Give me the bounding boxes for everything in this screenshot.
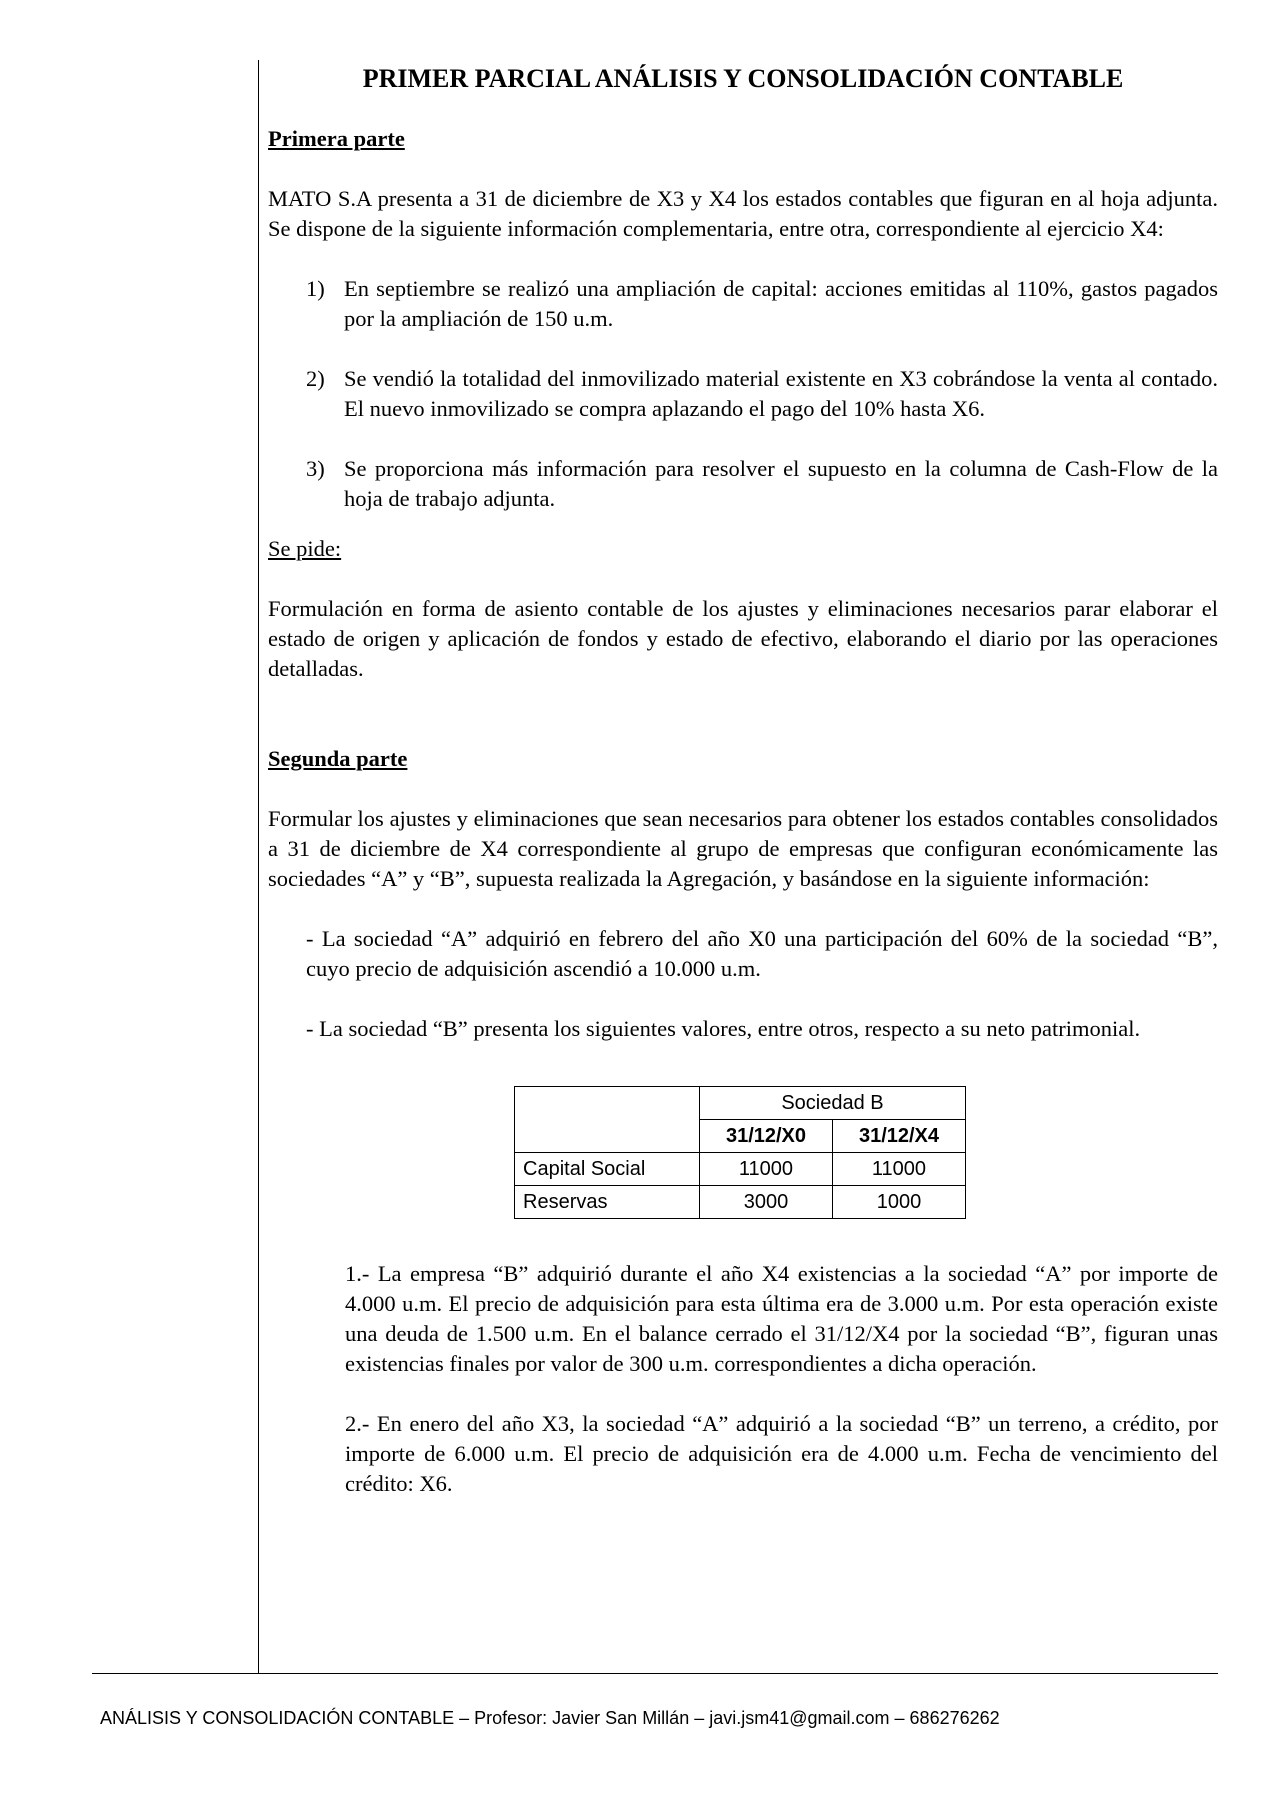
list-item bbox=[306, 454, 1218, 514]
table-cell: 11000 bbox=[700, 1153, 833, 1186]
part2-point-2: 2.- En enero del año X3, la sociedad “A” adquirió a la sociedad “B” un terreno, a crédito, por importe de 6.000 u.m. El precio de adquisición era de 4.000 u.m. Fecha de vencimiento del crédito: X6. bbox=[345, 1411, 1218, 1496]
table-group-header: Sociedad B bbox=[700, 1087, 966, 1120]
list-item-number: 3) bbox=[306, 456, 325, 481]
table-cell: 11000 bbox=[833, 1153, 966, 1186]
part1-intro: MATO S.A presenta a 31 de diciembre de X3 y X4 los estados contables que figuran en al hoja adjunta. Se dispone de la siguiente información complementaria, entre otra, correspondiente al ejercicio X4: bbox=[268, 186, 1218, 241]
section-spacer bbox=[268, 714, 1218, 744]
table-corner-cell bbox=[515, 1087, 700, 1153]
part2-point-1: 1.- La empresa “B” adquirió durante el año X4 existencias a la sociedad “A” por importe de 4.000 u.m. El precio de adquisición para esta última era de 3.000 u.m. Por esta operación existe una deuda de 1.500 u.m. En el balance cerrado el 31/12/X4 por la sociedad “B”, figuran unas existencias finales por valor de 300 u.m. correspondientes a dicha operación. bbox=[345, 1261, 1218, 1376]
part2-bullet-2: - La sociedad “B” presenta los siguientes valores, entre otros, respecto a su neto patrimonial. bbox=[306, 1016, 1141, 1041]
footer-rule bbox=[92, 1673, 1218, 1674]
page-footer: ANÁLISIS Y CONSOLIDACIÓN CONTABLE – Profesor: Javier San Millán – javi.jsm41@gmail.com – 686276262 bbox=[100, 1708, 1000, 1728]
list-item bbox=[306, 364, 1218, 424]
document-body bbox=[268, 56, 1218, 1499]
part1-item-list bbox=[306, 274, 1218, 514]
part2-heading: Segunda parte bbox=[268, 746, 408, 771]
ask-text: Formulación en forma de asiento contable de los ajustes y eliminaciones necesarios parar elaborar el estado de origen y aplicación de fondos y estado de efectivo, elaborando el diario por las operaciones detalladas. bbox=[268, 596, 1218, 681]
document-title: PRIMER PARCIAL ANÁLISIS Y CONSOLIDACIÓN CONTABLE bbox=[362, 64, 1124, 93]
part2-intro: Formular los ajustes y eliminaciones que sean necesarios para obtener los estados contables consolidados a 31 de diciembre de X4 correspondiente al grupo de empresas que configuran económicamente las sociedades “A” y “B”, supuesta realizada la Agregación, y basándose en la siguiente información: bbox=[268, 806, 1218, 891]
table-row bbox=[515, 1153, 966, 1186]
part2-bullet-1: - La sociedad “A” adquirió en febrero del año X0 una participación del 60% de la sociedad “B”, cuyo precio de adquisición ascendió a 10.000 u.m. bbox=[306, 926, 1218, 981]
sociedad-b-table bbox=[514, 1086, 966, 1219]
table-col-header: 31/12/X4 bbox=[833, 1120, 966, 1153]
ask-label: Se pide: bbox=[268, 536, 342, 561]
table-row-label: Reservas bbox=[515, 1186, 700, 1219]
table-row bbox=[515, 1186, 966, 1219]
list-item-text: En septiembre se realizó una ampliación de capital: acciones emitidas al 110%, gastos pagados por la ampliación de 150 u.m. bbox=[344, 276, 1218, 331]
list-item bbox=[306, 274, 1218, 334]
list-item-text: Se vendió la totalidad del inmovilizado material existente en X3 cobrándose la venta al contado. El nuevo inmovilizado se compra aplazando el pago del 10% hasta X6. bbox=[344, 366, 1218, 421]
list-item-number: 2) bbox=[306, 366, 325, 391]
list-item-number: 1) bbox=[306, 276, 325, 301]
table-cell: 3000 bbox=[700, 1186, 833, 1219]
table-cell: 1000 bbox=[833, 1186, 966, 1219]
table-header-row bbox=[515, 1087, 966, 1120]
table-row-label: Capital Social bbox=[515, 1153, 700, 1186]
list-item-text: Se proporciona más información para resolver el supuesto en la columna de Cash-Flow de la hoja de trabajo adjunta. bbox=[344, 456, 1218, 511]
part1-heading: Primera parte bbox=[268, 126, 405, 151]
left-margin-rule bbox=[258, 60, 259, 1674]
table-col-header: 31/12/X0 bbox=[700, 1120, 833, 1153]
